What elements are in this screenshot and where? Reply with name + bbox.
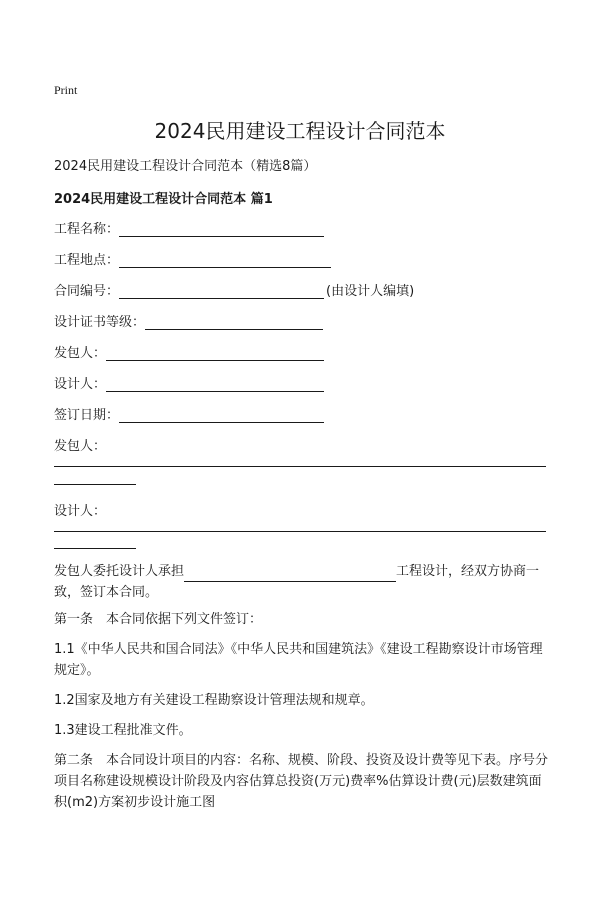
field-contract-no [54,280,414,299]
field-cert-grade [54,311,323,330]
blank-line[interactable] [106,377,324,392]
sign-designer [54,500,106,519]
field-suffix: (由设计人编填) [326,284,415,299]
field-label: 设计证书等级： [54,315,146,330]
field-label: 发包人： [54,346,107,361]
blank-line[interactable] [119,253,331,268]
document-title: 2024民用建设工程设计合同范本 [154,119,446,143]
signature-line-end[interactable] [54,484,136,485]
field-label: 设计人： [54,377,107,392]
field-sign-date [54,404,324,423]
field-employer [54,342,324,361]
section-heading: 2024民用建设工程设计合同范本 篇1 [54,192,273,207]
field-project-location [54,249,331,268]
blank-line[interactable] [119,408,324,423]
sign-label: 发包人： [54,439,107,454]
field-label: 工程名称： [54,222,120,237]
clause-1-1: 1.1《中华人民共和国合同法》《中华人民共和国建筑法》《建设工程勘察设计市场管理规定》。 [54,642,543,678]
field-project-name [54,218,324,237]
intro-text-a: 发包人委托设计人承担 [54,564,185,579]
blank-line[interactable] [106,346,324,361]
signature-line-end[interactable] [54,548,136,549]
article-2: 第二条 本合同设计项目的内容：名称、规模、阶段、投资及设计费等见下表。序号分项目名称建设规模设计阶段及内容估算总投资(万元)费率%估算设计费(元)层数建筑面积(m2)方案初步设计施工图 [54,753,549,810]
field-label: 签订日期： [54,408,120,423]
intro-text-b: 工程设计，经双方协商一致，签订本合同。 [54,564,540,600]
blank-line[interactable] [145,315,323,330]
blank-line[interactable] [119,284,324,299]
signature-line[interactable] [54,466,546,467]
field-label: 工程地点： [54,253,120,268]
field-designer [54,373,324,392]
document-subtitle: 2024民用建设工程设计合同范本（精选8篇） [54,159,317,174]
intro-paragraph [54,561,548,603]
sign-label: 设计人： [54,504,107,519]
sign-employer [54,435,106,454]
print-label[interactable]: Print [54,83,78,97]
blank-line[interactable] [184,567,396,582]
blank-line[interactable] [119,222,324,237]
article-1: 第一条 本合同依据下列文件签订： [54,612,263,627]
signature-line[interactable] [54,531,546,532]
field-label: 合同编号： [54,284,120,299]
clause-1-2: 1.2国家及地方有关建设工程勘察设计管理法规和规章。 [54,693,374,708]
clause-1-3: 1.3建设工程批准文件。 [54,723,192,738]
